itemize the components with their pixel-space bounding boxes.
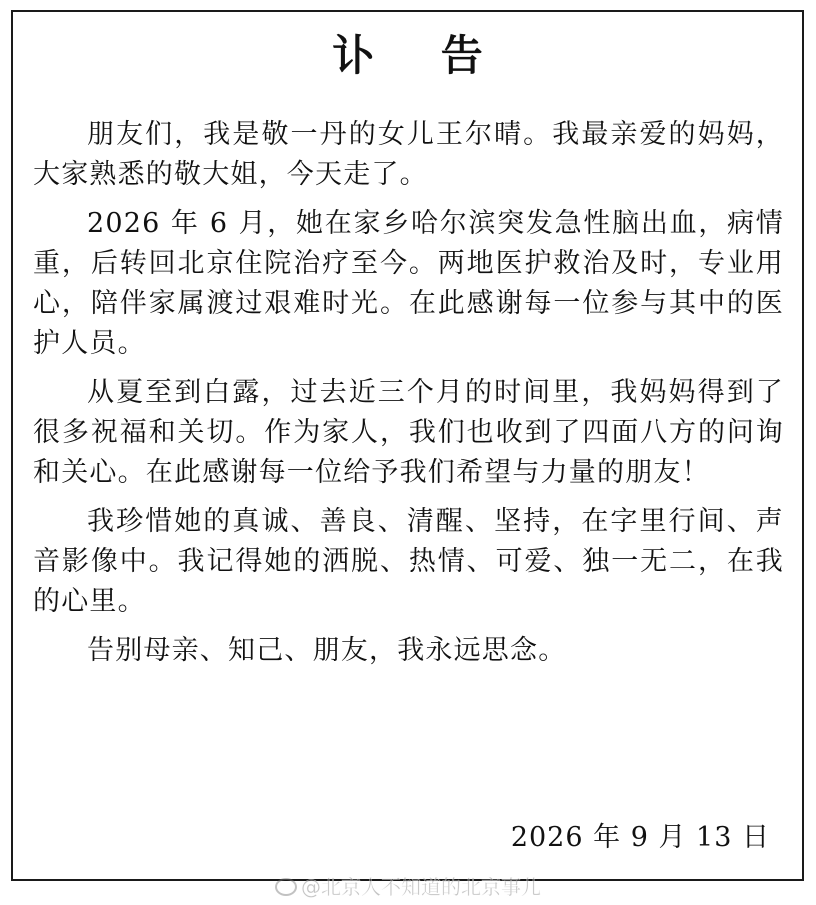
page-title: 讣 告 bbox=[332, 31, 509, 80]
watermark bbox=[0, 876, 816, 898]
watermark-text: @北京人不知道的北京事儿 bbox=[301, 875, 541, 899]
obituary-border bbox=[11, 10, 804, 881]
paragraph-3: 从夏至到白露，过去近三个月的时间里，我妈妈得到了很多祝福和关切。作为家人，我们也收到了四面八方的问询和关心。在此感谢每一位给予我们希望与力量的朋友！ bbox=[33, 377, 784, 488]
paragraph-5: 告别母亲、知己、朋友，我永远思念。 bbox=[87, 635, 567, 666]
paragraph-1: 朋友们，我是敬一丹的女儿王尔晴。我最亲爱的妈妈，大家熟悉的敬大姐，今天走了。 bbox=[33, 119, 784, 190]
paragraph-2: 2026 年 6 月，她在家乡哈尔滨突发急性脑出血，病情重，后转回北京住院治疗至今。两地医护救治及时，专业用心，陪伴家属渡过艰难时光。在此感谢每一位参与其中的医护人员。 bbox=[33, 208, 784, 359]
obituary-body bbox=[33, 115, 784, 680]
paragraph-4: 我珍惜她的真诚、善良、清醒、坚持，在字里行间、声音影像中。我记得她的洒脱、热情、可爱、独一无二，在我的心里。 bbox=[33, 506, 784, 617]
obituary-date: 2026 年 9 月 13 日 bbox=[510, 822, 770, 853]
weibo-logo-icon bbox=[275, 878, 297, 896]
